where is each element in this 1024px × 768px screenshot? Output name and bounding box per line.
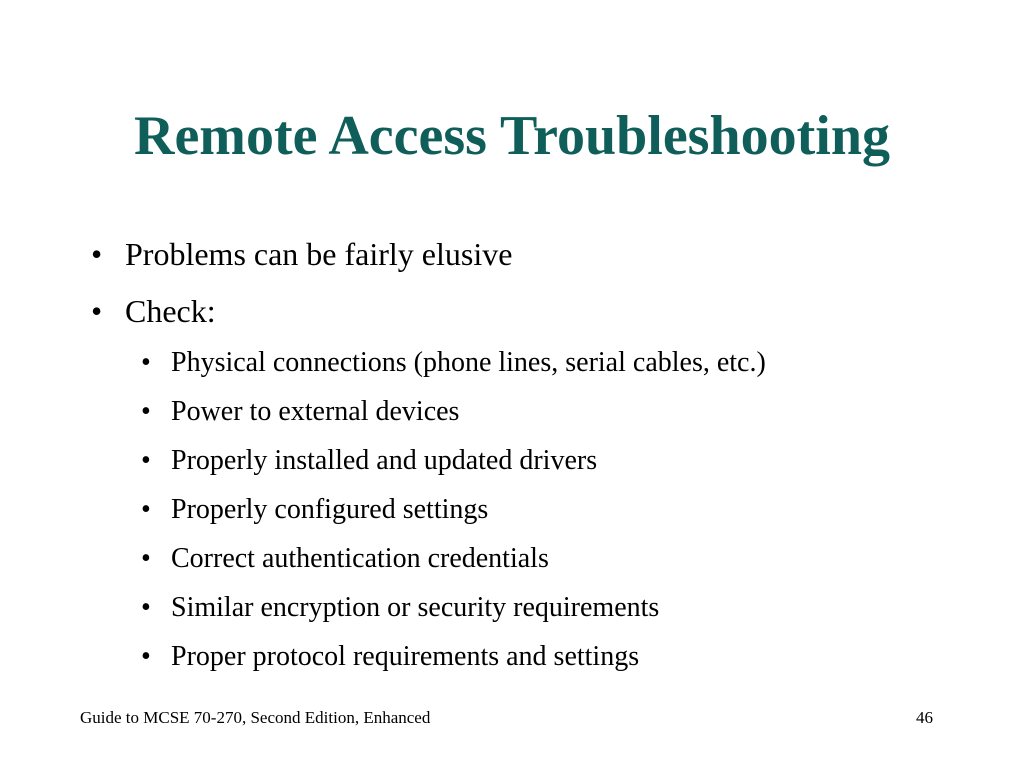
bullet-text: Problems can be fairly elusive	[125, 236, 513, 272]
bullet-dot-icon: •	[141, 592, 151, 623]
sub-bullet-text: Properly configured settings	[171, 494, 489, 525]
bullet-dot-icon: •	[141, 347, 151, 378]
bullet-dot-icon: •	[141, 445, 151, 476]
sub-bullet-text: Properly installed and updated drivers	[171, 445, 598, 476]
bullet-dot-icon: •	[141, 543, 151, 574]
footer-course-title: Guide to MCSE 70-270, Second Edition, Enhanced	[80, 708, 431, 727]
sub-bullet-text: Power to external devices	[171, 396, 460, 427]
page-number: 46	[916, 708, 933, 727]
bullet-dot-icon: •	[141, 641, 151, 672]
slide-title: Remote Access Troubleshooting	[134, 105, 890, 167]
bullet-dot-icon: •	[141, 396, 151, 427]
sub-bullet-text: Proper protocol requirements and settings	[171, 641, 640, 672]
sub-bullet-text: Correct authentication credentials	[171, 543, 549, 574]
bullet-dot-icon: •	[91, 236, 103, 272]
bullet-text: Check:	[125, 293, 216, 329]
sub-bullet-text: Physical connections (phone lines, serial cables, etc.)	[171, 347, 766, 378]
sub-bullet-text: Similar encryption or security requirements	[171, 592, 660, 623]
bullet-dot-icon: •	[91, 293, 103, 329]
bullet-dot-icon: •	[141, 494, 151, 525]
